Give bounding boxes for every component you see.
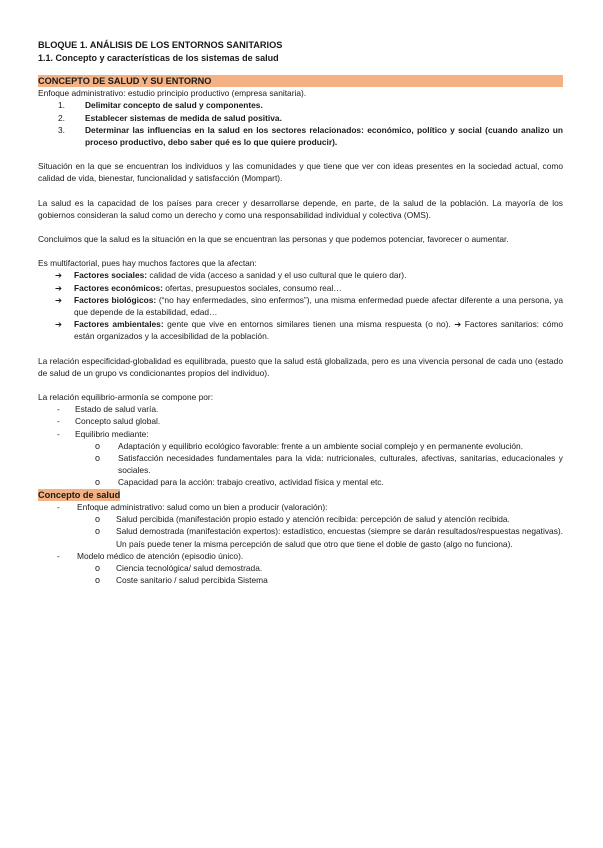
list-marker: 2. [58, 112, 65, 123]
modelo-sublist [38, 562, 563, 586]
factors-list [38, 269, 563, 342]
list-item: o Ciencia tecnológica/ salud demostrada. [95, 562, 263, 573]
list-marker: 1. [58, 100, 65, 111]
list-item: o Salud demostrada (manifestación expertos): estadístico, encuestas (siempre se darán resultados/respuestas negativas). Un país puede tener la misma percepción de salud que otro que tiene el doble de gasto (algo no funciona). [95, 526, 563, 549]
list-item: o Coste sanitario / salud percibida Sistema [95, 575, 268, 586]
list-item: - Equilibrio mediante: [57, 428, 149, 439]
circle-bullet-icon: o [95, 477, 101, 488]
list-item: ➔ Factores sociales: calidad de vida (acceso a sanidad y el uso cultural que le quiero dar). [55, 270, 407, 281]
list-item: o Capacidad para la acción: trabajo creativo, actividad física y mental etc. [95, 477, 384, 488]
list-item: o Satisfacción necesidades fundamentales para la vida: nutricionales, culturales, afectivas, sanitarias, educacionales y sociales. [95, 453, 563, 476]
intro-paragraph: Enfoque administrativo: estudio principio productivo (empresa sanitaria). [38, 88, 307, 99]
section-heading-concepto-entorno: CONCEPTO DE SALUD Y SU ENTORNO [38, 75, 563, 87]
circle-bullet-icon: o [95, 514, 101, 525]
arrow-icon: ➔ [55, 270, 63, 281]
list-item: 3. Determinar las influencias en la salud en los sectores relacionados: económico, político y social (cuando analizo un proceso productivo, debo saber qué es lo que quiere producir). [58, 124, 563, 148]
dash-marker: - [57, 416, 60, 427]
list-item: - Enfoque administrativo: salud como un bien a producir (valoración): [57, 501, 328, 512]
paragraph-concluimos: Concluimos que la salud es la situación en la que se encuentran las personas y que podemos potenciar, favorecer o aumentar. [38, 234, 509, 245]
arrow-icon: ➔ [55, 294, 63, 305]
equilibrio-sublist [38, 440, 563, 489]
equilibrio-list [38, 403, 563, 440]
list-item: 2. Establecer sistemas de medida de salud positiva. [58, 112, 282, 123]
arrow-icon: ➔ [55, 282, 63, 293]
steps-list [38, 99, 563, 148]
modelo-list [38, 550, 563, 562]
list-item: - Modelo médico de atención (episodio único). [57, 550, 244, 561]
list-item: o Adaptación y equilibrio ecológico favorable: frente a un ambiente social complejo y en permanente evolución. [95, 440, 524, 451]
paragraph-multifactorial: Es multifactorial, pues hay muchos factores que la afectan: [38, 258, 257, 269]
circle-bullet-icon: o [95, 440, 101, 451]
circle-bullet-icon: o [95, 526, 101, 537]
list-item: ➔ Factores económicos: ofertas, presupuestos sociales, consumo real… [55, 282, 342, 293]
list-item: o Salud percibida (manifestación propio estado y atención recibida: percepción de salud y atención recibida. [95, 514, 510, 525]
list-marker: 3. [58, 124, 65, 135]
paragraph-capacidad: La salud es la capacidad de los países para crecer y desarrollarse depende, en parte, de la salud de la población. La mayoría de los gobiernos consideran la salud como un derecho y como una responsabilidad individual y colectiva (OMS). [38, 197, 563, 220]
section-heading-concepto-salud: Concepto de salud [38, 489, 121, 500]
circle-bullet-icon: o [95, 562, 101, 573]
circle-bullet-icon: o [95, 453, 101, 464]
circle-bullet-icon: o [95, 575, 101, 586]
list-item: - Concepto salud global. [57, 416, 161, 427]
list-item: - Estado de salud varía. [57, 404, 159, 415]
dash-marker: - [57, 404, 60, 415]
paragraph-equilibrio-intro: La relación equilibrio-armonía se compone por: [38, 392, 214, 403]
list-item: ➔ Factores biológicos: (“no hay enfermedades, sino enfermos”), una misma enfermedad puede afectar diferente a una persona, ya que depende de la estabilidad, edad… [55, 294, 564, 318]
concepto-salud-list [38, 501, 563, 513]
enfoque-sublist [38, 513, 563, 550]
dash-marker: - [57, 428, 60, 439]
dash-marker: - [57, 550, 60, 561]
list-item: 1. Delimitar concepto de salud y componentes. [58, 100, 263, 111]
paragraph-relacion: La relación especificidad-globalidad es equilibrada, puesto que la salud está globalizada, pero es una vivencia personal de cada uno (estado de salud de un grupo vs condicionantes propios del individuo). [38, 355, 563, 378]
block-title: BLOQUE 1. ANÁLISIS DE LOS ENTORNOS SANITARIOS [38, 40, 283, 50]
paragraph-situacion: Situación en la que se encuentran los individuos y las comunidades y que tiene que ver con ideas presentes en la sociedad actual, como calidad de vida, bienestar, funcionalidad y satisfacción (Mompart). [38, 161, 563, 184]
arrow-icon: ➔ [55, 319, 63, 330]
list-item: ➔ Factores ambientales: gente que vive en entornos similares tienen una misma respuesta (o no). ➔ Factores sanitarios: cómo están organizados y la accesibilidad de la población. [55, 319, 563, 342]
section-title: 1.1. Concepto y características de los sistemas de salud [38, 53, 279, 63]
dash-marker: - [57, 501, 60, 512]
